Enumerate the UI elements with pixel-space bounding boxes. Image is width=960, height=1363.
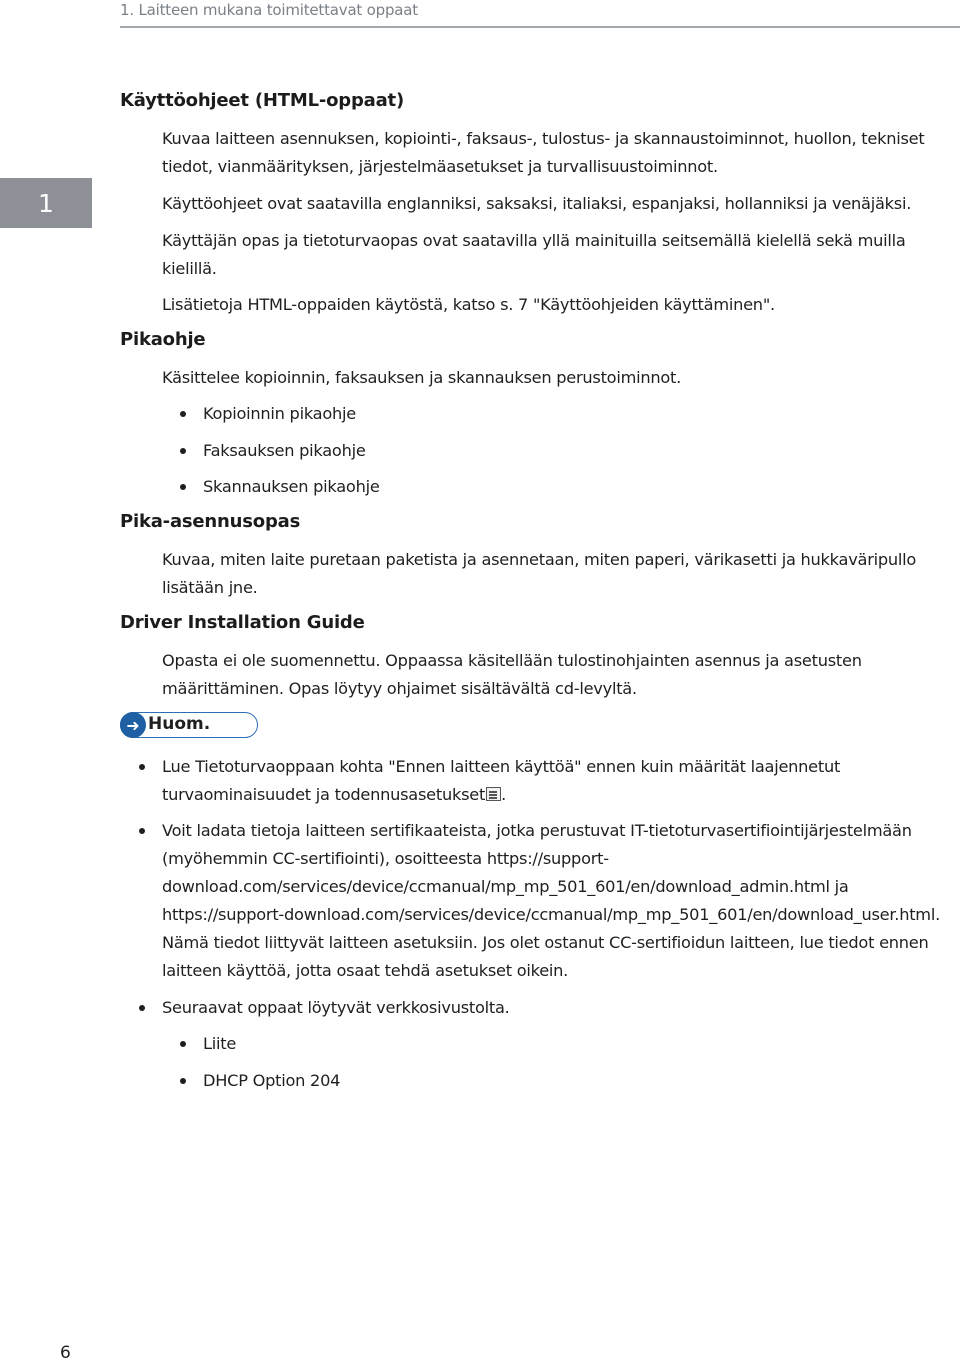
bullet-dot (180, 411, 186, 417)
note-item-text: Seuraavat oppaat löytyvät verkkosivustolta. (162, 998, 510, 1017)
list-item (203, 473, 380, 501)
html-manuals-other-languages: Käyttäjän opas ja tietoturvaopas ovat saatavilla yllä mainituilla seitsemällä kielellä sekä muilla kielillä. (162, 231, 906, 278)
bullet-dot (139, 1005, 145, 1011)
bullet-dot (139, 828, 145, 834)
driver-guide-description: Opasta ei ole suomennettu. Oppaassa käsitellään tulostinohjainten asennus ja asetusten määrittäminen. Opas löytyy ohjaimet sisältävältä cd-levyltä. (162, 651, 862, 698)
note-item-period: . (501, 785, 506, 804)
note-item (162, 753, 952, 809)
section-title-quick-guide: Pikaohje (120, 329, 206, 350)
running-header: 1. Laitteen mukana toimitettavat oppaat (120, 1, 418, 19)
list-item-text: DHCP Option 204 (203, 1071, 341, 1090)
note-item (162, 994, 952, 1022)
list-item-text: Liite (203, 1034, 237, 1053)
note-item-text: Lue Tietoturvaoppaan kohta "Ennen laitteen käyttöä" ennen kuin määrität laajennetut turvaominaisuudet ja todennusasetukset (162, 757, 841, 804)
bullet-dot (180, 1078, 186, 1084)
html-manuals-more-info: Lisätietoja HTML-oppaiden käytöstä, katso s. 7 "Käyttöohjeiden käyttäminen". (162, 295, 775, 314)
bullet-dot (180, 1041, 186, 1047)
document-icon (486, 787, 501, 801)
bullet-dot (180, 448, 186, 454)
bullet-dot (180, 484, 186, 490)
pointing-arrow-icon: ➜ (120, 712, 146, 738)
note-item (162, 817, 952, 985)
list-item (203, 400, 356, 428)
section-title-driver-guide: Driver Installation Guide (120, 612, 365, 633)
list-item (203, 1030, 236, 1058)
page-number: 6 (60, 1343, 71, 1363)
quick-install-description: Kuvaa, miten laite puretaan paketista ja asennetaan, miten paperi, värikasetti ja hukkaväripullo lisätään jne. (162, 550, 917, 597)
html-manuals-description: Kuvaa laitteen asennuksen, kopiointi-, faksaus-, tulostus- ja skannaustoiminnot, huollon, tekniset tiedot, vianmäärityksen, järjestelmäasetukset ja turvallisuustoiminnot. (162, 129, 925, 176)
quick-guide-description: Käsittelee kopioinnin, faksauksen ja skannauksen perustoiminnot. (162, 368, 682, 387)
note-item-text: Voit ladata tietoja laitteen sertifikaateista, jotka perustuvat IT-tietoturvasertifiointijärjestelmään (myöhemmin CC-sertifiointi), osoitteesta https://support-download.com/services/device/ccmanual/mp_mp_501_601/en/download_admin.html ja https://support-download.com/services/device/ccmanual/mp_mp_501_601/en/download_user.html. Nämä tiedot liittyvät laitteen asetuksiin. Jos olet ostanut CC-sertifioidun laitteen, lue tiedot ennen laitteen käyttöä, jotta osaat tehdä asetukset oikein. (162, 821, 940, 980)
html-manuals-languages: Käyttöohjeet ovat saatavilla englanniksi, saksaksi, italiaksi, espanjaksi, hollanniksi ja venäjäksi. (162, 194, 912, 213)
list-item-text: Skannauksen pikaohje (203, 477, 380, 496)
note-label: Huom. (148, 714, 211, 734)
list-item (203, 1067, 340, 1095)
bullet-dot (139, 764, 145, 770)
chapter-tab: 1 (0, 178, 92, 228)
list-item-text: Kopioinnin pikaohje (203, 404, 356, 423)
section-title-quick-install: Pika-asennusopas (120, 511, 301, 532)
list-item-text: Faksauksen pikaohje (203, 441, 366, 460)
section-title-html-manuals: Käyttöohjeet (HTML-oppaat) (120, 90, 404, 111)
list-item (203, 437, 366, 465)
header-rule (120, 26, 960, 28)
